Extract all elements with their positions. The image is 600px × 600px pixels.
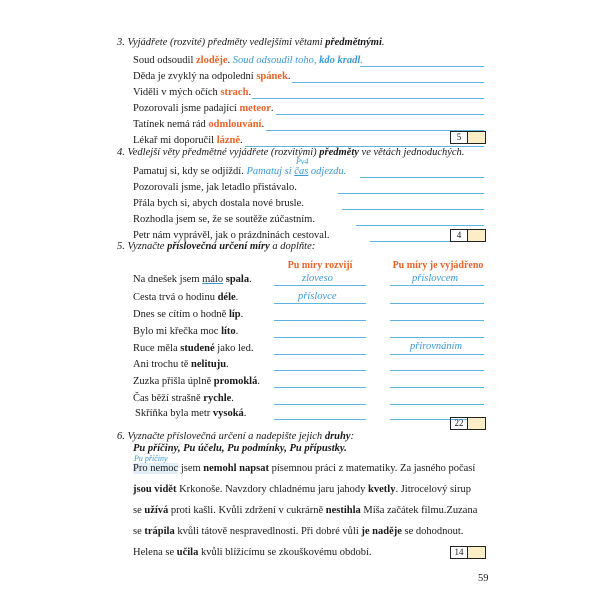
task-3-instruction: 3. Vyjádřete (rozvité) předměty vedlejšími větami předmětnými. xyxy=(117,37,385,48)
task-3-row-2: Děda je zvyklý na odpolední spánek. xyxy=(133,71,291,82)
task-5-row: Ruce měla studené jako led. xyxy=(133,343,254,354)
answer-line[interactable] xyxy=(274,370,366,371)
answer-line[interactable] xyxy=(360,177,484,178)
task-3-row-3: Viděli v mých očích strach. xyxy=(133,87,252,98)
answer-line[interactable] xyxy=(274,303,366,304)
answer-line[interactable] xyxy=(274,337,366,338)
task-5-row: Bylo mi křečka moc líto. xyxy=(133,326,239,337)
task-4-row-2: Pozorovali jsme, jak letadlo přistávalo. xyxy=(133,182,297,193)
answer-line[interactable] xyxy=(390,370,484,371)
task-5-row: Na dnešek jsem málo spala. xyxy=(133,274,252,285)
annotation: Pv4 xyxy=(296,157,309,166)
task-4-row-5: Petr nám vyprávěl, jak o prázdninách cestoval. xyxy=(133,230,330,241)
task-5-row: Ani trochu tě nelituju. xyxy=(133,359,229,370)
annotation: Pu příčiny xyxy=(134,454,168,463)
answer-line[interactable] xyxy=(360,66,484,67)
page-number: 59 xyxy=(478,573,489,584)
column-header: Pu míry rozvijí xyxy=(287,260,353,271)
score-box[interactable]: 14 xyxy=(450,546,486,559)
answer-line[interactable] xyxy=(274,320,366,321)
answer-line[interactable] xyxy=(292,82,484,83)
paragraph-line-1: Pro nemoc jsem nemohl napsat písemnou práci z matematiky. Za jasného počasí xyxy=(133,463,476,474)
task-5-instruction: 5. Vyznačte příslovečná určení míry a doplňte: xyxy=(117,241,316,252)
answer-line[interactable] xyxy=(274,285,366,286)
answer-line[interactable] xyxy=(274,354,366,355)
paragraph-line-5: Helena se učila kvůli blížícímu se zkouškovému období. xyxy=(133,547,372,558)
answer-line[interactable] xyxy=(390,303,484,304)
task-3-row-6: Lékař mi doporučil lázně. xyxy=(133,135,243,146)
task-number: 3. xyxy=(117,37,125,48)
answer-line[interactable] xyxy=(390,354,484,355)
answer-line[interactable] xyxy=(274,404,366,405)
task-5-row: Dnes se cítím o hodně líp. xyxy=(133,309,244,320)
task-3-row-5: Tatínek nemá rád odmlouvání. xyxy=(133,119,265,130)
answer-line[interactable] xyxy=(342,209,484,210)
task-3-row-1: Soud odsoudil zloděje. Soud odsoudil toho, kdo kradl. xyxy=(133,55,363,66)
answer-line[interactable] xyxy=(274,387,366,388)
types-list: Pu příčiny, Pu účelu, Pu podmínky, Pu přípustky. xyxy=(133,443,347,454)
task-3-row-4: Pozorovali jsme padající meteor. xyxy=(133,103,274,114)
score-box[interactable]: 22 xyxy=(450,417,486,430)
score-box[interactable]: 4 xyxy=(450,229,486,242)
task-4-row-3: Přála bych si, abych dostala nové brusle. xyxy=(133,198,304,209)
answer-line[interactable] xyxy=(338,193,484,194)
answer-line[interactable] xyxy=(252,98,484,99)
answer-line[interactable] xyxy=(390,387,484,388)
task-4-row-4: Rozhodla jsem se, že se soutěže zúčastním. xyxy=(133,214,315,225)
task-5-row: Skříňka byla metr vysoká. xyxy=(135,408,247,419)
answer-text: Soud odsoudil toho, xyxy=(232,55,320,66)
answer-line[interactable] xyxy=(356,225,484,226)
answer-line[interactable] xyxy=(390,404,484,405)
answer-line[interactable] xyxy=(390,285,484,286)
task-5-row: Zuzka přišla úplně promoklá. xyxy=(133,376,260,387)
answer-line[interactable] xyxy=(274,419,366,420)
column-header: Pu míry je vyjádřeno xyxy=(392,260,484,271)
answer-line[interactable] xyxy=(390,337,484,338)
task-5-row: Čas běží strašně rychle. xyxy=(133,393,234,404)
answer-line[interactable] xyxy=(390,320,484,321)
score-box[interactable]: 5 xyxy=(450,131,486,144)
paragraph-line-2: jsou vidět Krkonoše. Navzdory chladnému jaru jahody kvetly. Jitrocelový sirup xyxy=(133,484,471,495)
paragraph-line-4: se trápila kvůli tátově nespravedlnosti. Při dobré vůli je naděje se dohodnout. xyxy=(133,526,464,537)
answer-line[interactable] xyxy=(276,114,484,115)
task-4-instruction: 4. Vedlejší věty předmětné vyjádřete (rozvitými) předměty ve větách jednoduchých. xyxy=(117,147,465,158)
task-6-instruction: 6. Vyznačte příslovečná určení a nadepište jejich druhy: xyxy=(117,431,354,442)
task-5-row: Cesta trvá o hodinu déle. xyxy=(133,292,239,303)
paragraph-line-3: se užívá proti kašli. Kvůli zdržení v cukrárně nestihla Míša začátek filmu.Zuzana xyxy=(133,505,478,516)
task-4-row-1: Pamatuj si, kdy se odjíždí. Pamatuj si čas odjezdu. xyxy=(133,166,347,177)
